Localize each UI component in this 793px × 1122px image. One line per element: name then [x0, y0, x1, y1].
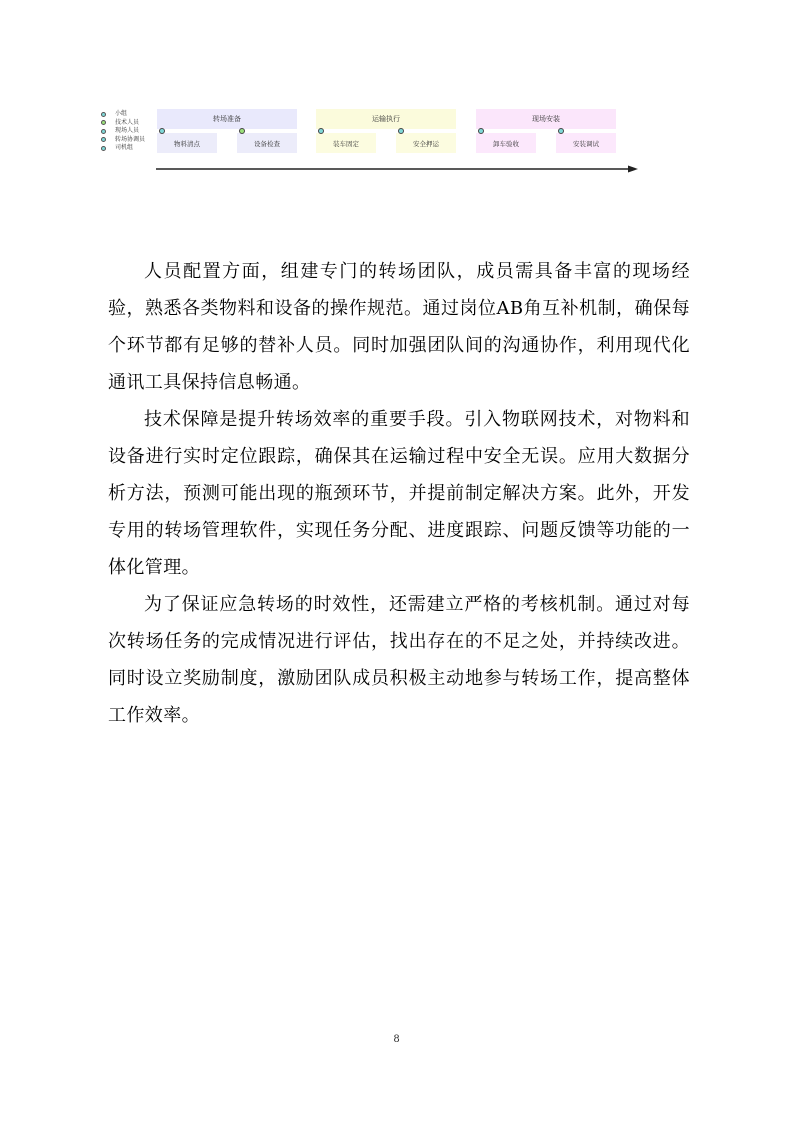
task-marker — [478, 128, 484, 134]
legend-item — [101, 136, 145, 145]
arrow-head-icon — [628, 166, 638, 173]
legend-dot — [101, 120, 106, 125]
legend-label: 现场人员 — [115, 127, 140, 135]
task-marker — [558, 128, 564, 134]
legend-label: 司机组 — [115, 144, 134, 152]
task-box: 卸车验收 — [476, 133, 536, 153]
phase-header: 现场安装 — [476, 109, 616, 129]
task-box: 安装调试 — [556, 133, 616, 153]
task-marker — [239, 128, 245, 134]
task-box: 物料清点 — [157, 133, 217, 153]
legend-dot — [101, 112, 106, 117]
task-marker — [398, 128, 404, 134]
legend-label: 小组 — [115, 110, 128, 118]
legend-label: 转场协调员 — [115, 135, 146, 143]
paragraph-assessment: 为了保证应急转场的时效性，还需建立严格的考核机制。通过对每次转场任务的完成情况进行评估，找出存在的不足之处，并持续改进。同时设立奖励制度，激励团队成员积极主动地参与转场工作，提高整体工作效率。 — [108, 594, 690, 726]
task-marker — [318, 128, 324, 134]
legend-item — [101, 119, 145, 128]
legend-item — [101, 127, 145, 136]
legend-dot — [101, 146, 106, 151]
legend-item — [101, 110, 145, 119]
task-box: 设备检查 — [237, 133, 297, 153]
paragraph-staffing: 人员配置方面，组建专门的转场团队，成员需具备丰富的现场经验，熟悉各类物料和设备的操作规范。通过岗位AB角互补机制，确保每个环节都有足够的替补人员。同时加强团队间的沟通协作，利用现代化通讯工具保持信息畅通。 — [108, 261, 690, 393]
legend-item — [101, 144, 145, 153]
legend-dot — [101, 129, 106, 134]
task-box: 装车固定 — [316, 133, 376, 153]
task-box: 安全押运 — [396, 133, 456, 153]
task-marker — [159, 128, 165, 134]
phase-header: 运输执行 — [316, 109, 456, 129]
legend-dot — [101, 137, 106, 142]
diagram-legend — [101, 110, 145, 153]
document-body — [108, 253, 690, 734]
phase-header: 转场准备 — [157, 109, 297, 129]
timeline-diagram — [0, 0, 793, 190]
paragraph-technology: 技术保障是提升转场效率的重要手段。引入物联网技术，对物料和设备进行实时定位跟踪，确保其在运输过程中安全无误。应用大数据分析方法，预测可能出现的瓶颈环节，并提前制定解决方案。此外，开发专用的转场管理软件，实现任务分配、进度跟踪、问题反馈等功能的一体化管理。 — [108, 409, 690, 578]
timeline-axis — [156, 164, 638, 174]
page-number: 8 — [393, 1034, 400, 1045]
legend-label: 技术人员 — [115, 118, 140, 126]
